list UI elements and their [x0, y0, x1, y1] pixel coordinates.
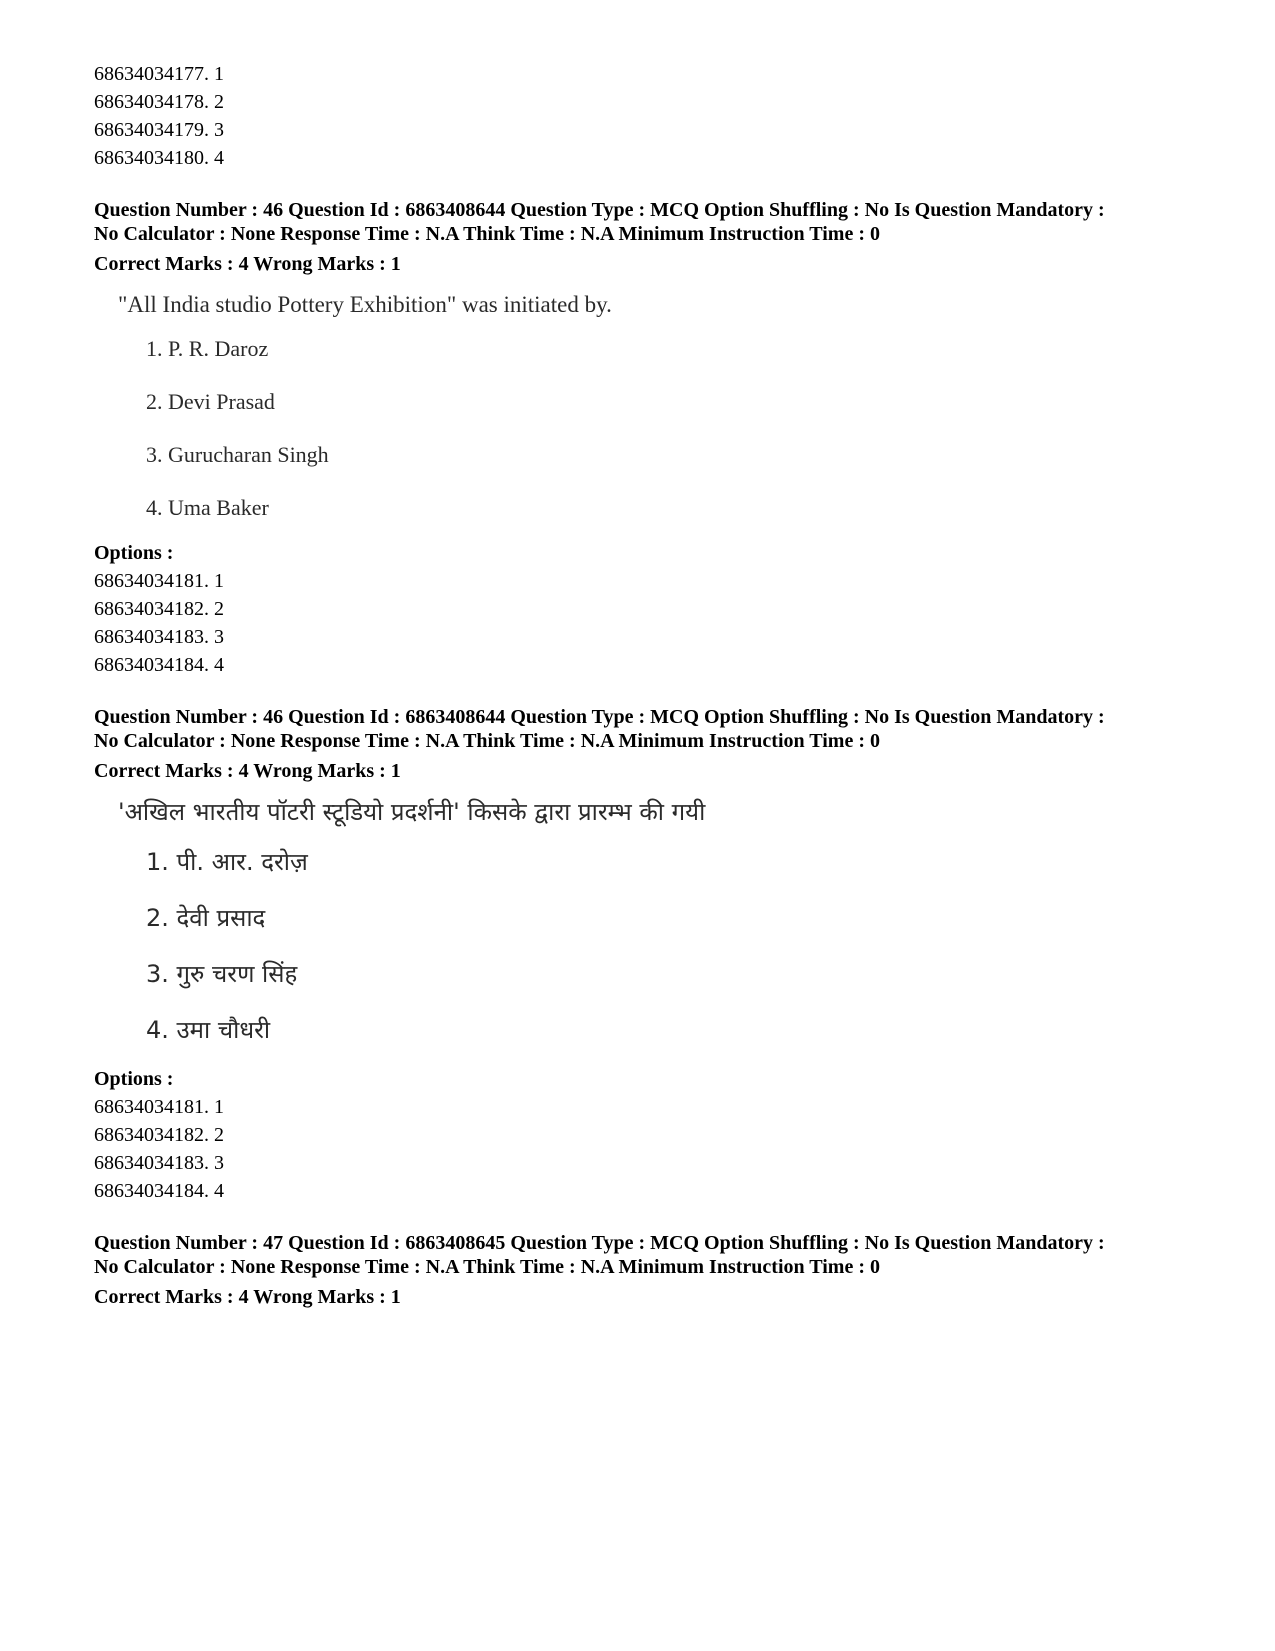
question-meta-line-1: Question Number : 46 Question Id : 6863408644 Question Type : MCQ Option Shuffling : No Is Question Mandatory : [94, 199, 1105, 221]
option-id-line: 68634034182. 2 [94, 1124, 224, 1146]
options-label: Options : [94, 1068, 174, 1090]
answer-choice: 1. पी. आर. दरोज़ [146, 848, 308, 876]
option-id-line: 68634034181. 1 [94, 1096, 224, 1118]
answer-choice: 4. उमा चौधरी [146, 1016, 271, 1044]
previous-question-options [94, 60, 1194, 172]
option-id-line: 68634034182. 2 [94, 598, 224, 620]
option-id-line: 68634034177. 1 [94, 63, 224, 85]
option-id-line: 68634034183. 3 [94, 626, 224, 648]
option-id-line: 68634034183. 3 [94, 1152, 224, 1174]
option-id-line: 68634034179. 3 [94, 119, 224, 141]
question-46-english-header [94, 198, 1194, 278]
question-meta-line-1: Question Number : 46 Question Id : 6863408644 Question Type : MCQ Option Shuffling : No Is Question Mandatory : [94, 706, 1105, 728]
question-meta-line-2: No Calculator : None Response Time : N.A Think Time : N.A Minimum Instruction Time : 0 [94, 730, 880, 752]
answer-choice: 3. गुरु चरण सिंह [146, 960, 298, 988]
option-id-line: 68634034184. 4 [94, 654, 224, 676]
marks-line: Correct Marks : 4 Wrong Marks : 1 [94, 1286, 401, 1308]
answer-choice: 4. Uma Baker [146, 495, 269, 520]
marks-line: Correct Marks : 4 Wrong Marks : 1 [94, 253, 401, 275]
option-id-line: 68634034181. 1 [94, 570, 224, 592]
options-label: Options : [94, 542, 174, 564]
question-46-english-body [118, 290, 1194, 535]
question-47-header [94, 1231, 1194, 1311]
option-id-line: 68634034184. 4 [94, 1180, 224, 1202]
option-id-line: 68634034178. 2 [94, 91, 224, 113]
document-page [94, 60, 1194, 1311]
question-46-hindi-body [118, 797, 1194, 1061]
answer-choice: 2. देवी प्रसाद [146, 904, 266, 932]
question-46-hindi-header [94, 705, 1194, 785]
answer-choice: 3. Gurucharan Singh [146, 442, 329, 467]
question-46-hindi-options [94, 1093, 1194, 1205]
question-meta-line-2: No Calculator : None Response Time : N.A Think Time : N.A Minimum Instruction Time : 0 [94, 223, 880, 245]
option-id-line: 68634034180. 4 [94, 147, 224, 169]
answer-choice: 1. P. R. Daroz [146, 336, 269, 361]
question-text: 'अखिल भारतीय पॉटरी स्टूडियो प्रदर्शनी' किसके द्वारा प्रारम्भ की गयी [118, 798, 706, 826]
question-meta-line-1: Question Number : 47 Question Id : 6863408645 Question Type : MCQ Option Shuffling : No Is Question Mandatory : [94, 1232, 1105, 1254]
question-text: "All India studio Pottery Exhibition" was initiated by. [118, 292, 612, 317]
question-46-english-options [94, 567, 1194, 679]
question-meta-line-2: No Calculator : None Response Time : N.A Think Time : N.A Minimum Instruction Time : 0 [94, 1256, 880, 1278]
answer-choice: 2. Devi Prasad [146, 389, 275, 414]
marks-line: Correct Marks : 4 Wrong Marks : 1 [94, 760, 401, 782]
